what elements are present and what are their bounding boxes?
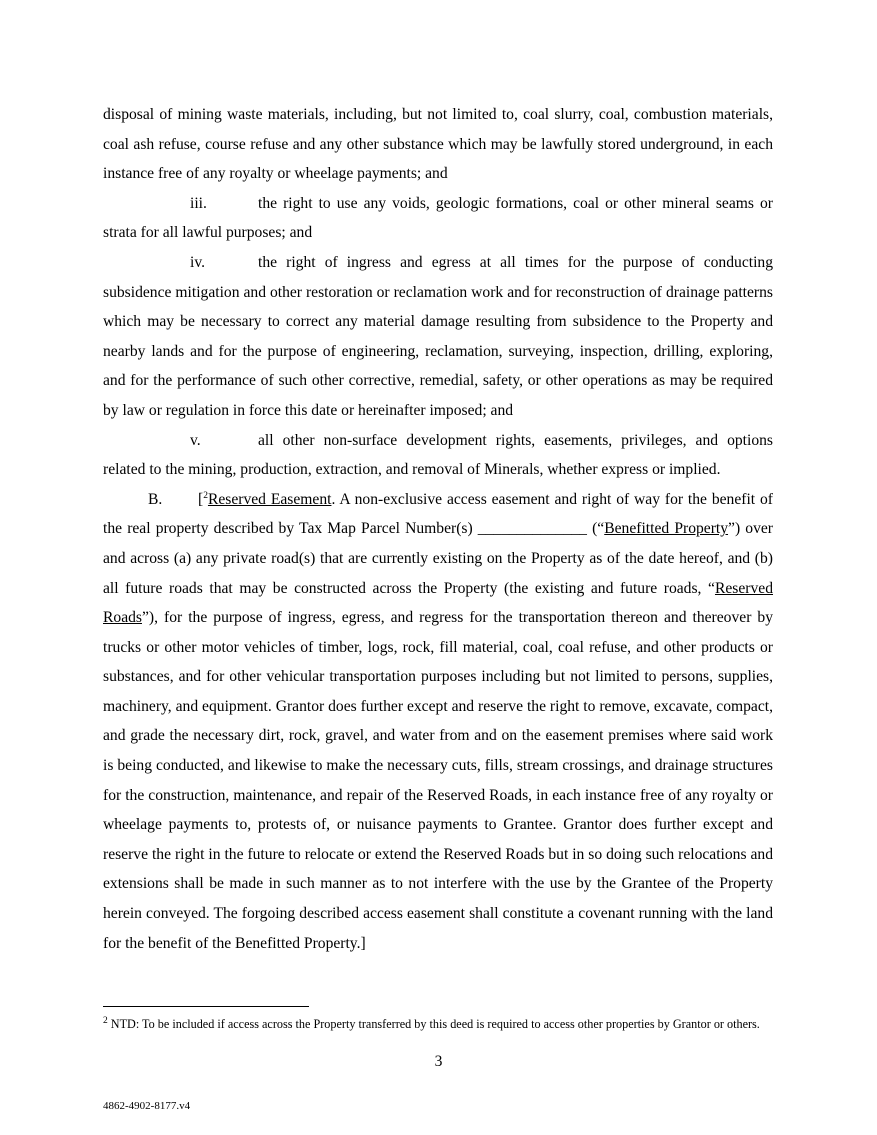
section-text-3: ”), for the purpose of ingress, egress, and regress for the transportation thereon and thereover by trucks or other motor vehicles of timber, logs, rock, fill material, coal, coal refuse, and other products or substances, and for other vehicular transportation purposes including but not limited to persons, supplies, machinery, and equipment. Grantor does further except and reserve the right to remove, excavate, compact, and grade the necessary dirt, rock, gravel, and water from and on the easement premises where said work is being conducted, and likewise to make the necessary cuts, fills, stream crossings, and drainage structures for the construction, maintenance, and repair of the Reserved Roads, in each instance free of any royalty or wheelage payments to, protests of, or nuisance payments to Grantee. Grantor does further except and reserve the right in the future to relocate or extend the Reserved Roads but in so doing such relocations and extensions shall be made in such manner as to not interfere with the use by the Grantee of the Property herein conveyed. The forgoing described access easement shall constitute a covenant running with the land for the benefit of the Benefitted Property.]: [103, 609, 773, 952]
list-item-iv: [103, 248, 773, 426]
section-heading: Reserved Easement: [207, 490, 332, 508]
list-item-number: iv.: [190, 253, 206, 271]
body-text: [103, 100, 773, 958]
footnote-separator: [103, 1006, 309, 1007]
footnote: [103, 1017, 773, 1033]
list-item-number: v.: [190, 431, 201, 449]
footnote-marker: 2: [103, 1015, 108, 1026]
section-b: [103, 485, 773, 959]
section-text-2: ”) over and across (a) any private road(s) that are currently existing on the Property as of the date hereof, and (b) all future roads that may be constructed across the Property (the existing and future roads, “: [103, 520, 773, 597]
section-number: B.: [148, 490, 163, 508]
paragraph-continuation: disposal of mining waste materials, including, but not limited to, coal slurry, coal, combustion materials, coal ash refuse, course refuse and any other substance which may be lawfully stored underground, in each instance free of any royalty or wheelage payments; and: [103, 106, 773, 183]
footnote-text: NTD: To be included if access across the Property transferred by this deed is required to access other properties by Grantor or others.: [107, 1017, 760, 1031]
list-item-v: [103, 426, 773, 485]
list-item-text: the right of ingress and egress at all times for the purpose of conducting subsidence mitigation and other restoration or reclamation work and for reconstruction of drainage patterns which may be necessary to correct any material damage resulting from subsidence to the Property and nearby lands and for the purpose of engineering, reclamation, surveying, inspection, drilling, exploring, and for the performance of such other corrective, remedial, safety, or other operations as may be required by law or regulation in force this date or hereinafter imposed; and: [103, 253, 773, 419]
list-item-number: iii.: [190, 194, 207, 212]
list-item-text: all other non-surface development rights, easements, privileges, and options related to the mining, production, extraction, and removal of Minerals, whether express or implied.: [103, 431, 773, 479]
section-text-1: . A non-exclusive access easement and right of way for the benefit of the real property described by Tax Map Parcel Number(s) ______________ (“: [103, 490, 773, 538]
list-item-iii: [103, 189, 773, 248]
defined-term-reserved-roads: Reserved Roads: [103, 579, 773, 627]
list-item-text: the right to use any voids, geologic formations, coal or other mineral seams or strata for all lawful purposes; and: [103, 194, 773, 242]
page-number: 3: [434, 1053, 443, 1070]
document-id: 4862-4902-8177.v4: [103, 1100, 191, 1112]
defined-term-benefitted-property: Benefitted Property: [604, 520, 729, 538]
footnote-reference: 2: [203, 490, 208, 501]
open-bracket: [: [198, 490, 204, 508]
